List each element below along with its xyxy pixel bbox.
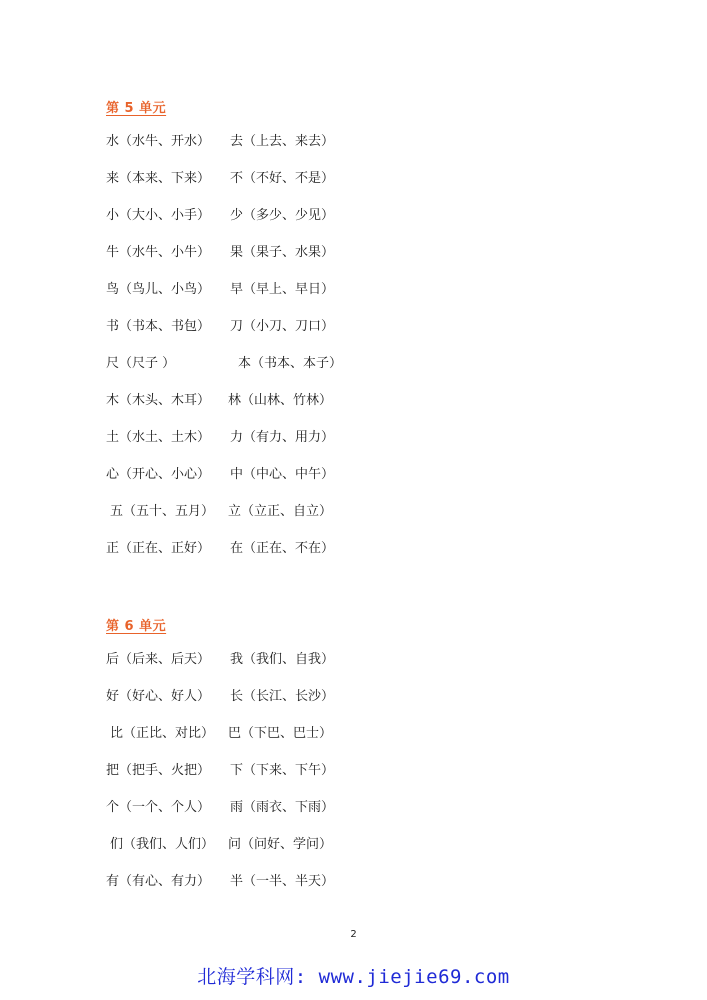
word-entry: 不（不好、不是） bbox=[230, 171, 335, 186]
word-row bbox=[106, 429, 406, 447]
word-row bbox=[106, 540, 406, 558]
word-entry: 在（正在、不在） bbox=[230, 541, 335, 556]
word-row bbox=[106, 170, 406, 188]
word-entry: 们（我们、人们） bbox=[110, 837, 215, 852]
word-row bbox=[106, 873, 406, 891]
word-entry: 下（下来、下午） bbox=[230, 763, 335, 778]
word-entry: 长（长江、长沙） bbox=[230, 689, 335, 704]
word-entry: 半（一半、半天） bbox=[230, 874, 335, 889]
word-entry: 土（水土、土木） bbox=[106, 430, 211, 445]
word-entry: 个（一个、个人） bbox=[106, 800, 211, 815]
word-row bbox=[106, 688, 406, 706]
word-row bbox=[106, 725, 406, 743]
word-row bbox=[106, 207, 406, 225]
word-row bbox=[106, 244, 406, 262]
footer-site-link[interactable]: 北海学科网: www.jiejie69.com bbox=[197, 966, 510, 988]
page-number: 2 bbox=[350, 929, 357, 940]
word-entry: 有（有心、有力） bbox=[106, 874, 211, 889]
section-heading-unit-6: 第 6 单元 bbox=[106, 619, 167, 634]
word-entry: 后（后来、后天） bbox=[106, 652, 211, 667]
word-row bbox=[106, 762, 406, 780]
word-row bbox=[106, 281, 406, 299]
word-row bbox=[106, 651, 406, 669]
word-entry: 好（好心、好人） bbox=[106, 689, 211, 704]
word-row bbox=[106, 355, 406, 373]
word-entry: 尺（尺子 ） bbox=[106, 356, 176, 371]
word-entry: 正（正在、正好） bbox=[106, 541, 211, 556]
word-entry: 立（立正、自立） bbox=[228, 504, 333, 519]
word-entry: 牛（水牛、小牛） bbox=[106, 245, 211, 260]
word-entry: 来（本来、下来） bbox=[106, 171, 211, 186]
word-entry: 把（把手、火把） bbox=[106, 763, 211, 778]
word-entry: 五（五十、五月） bbox=[110, 504, 215, 519]
word-entry: 少（多少、少见） bbox=[230, 208, 335, 223]
word-row bbox=[106, 503, 406, 521]
word-entry: 力（有力、用力） bbox=[230, 430, 335, 445]
word-row bbox=[106, 392, 406, 410]
word-entry: 中（中心、中午） bbox=[230, 467, 335, 482]
word-row bbox=[106, 318, 406, 336]
word-entry: 问（问好、学问） bbox=[228, 837, 333, 852]
word-entry: 巴（下巴、巴士） bbox=[228, 726, 333, 741]
word-entry: 雨（雨衣、下雨） bbox=[230, 800, 335, 815]
word-entry: 小（大小、小手） bbox=[106, 208, 211, 223]
word-entry: 本（书本、本子） bbox=[238, 356, 343, 371]
section-heading-unit-5: 第 5 单元 bbox=[106, 101, 167, 116]
word-entry: 刀（小刀、刀口） bbox=[230, 319, 335, 334]
word-entry: 水（水牛、开水） bbox=[106, 134, 211, 149]
word-row bbox=[106, 836, 406, 854]
word-entry: 我（我们、自我） bbox=[230, 652, 335, 667]
word-row bbox=[106, 799, 406, 817]
word-row bbox=[106, 133, 406, 151]
word-entry: 果（果子、水果） bbox=[230, 245, 335, 260]
word-entry: 比（正比、对比） bbox=[110, 726, 215, 741]
word-entry: 林（山林、竹林） bbox=[228, 393, 333, 408]
word-row bbox=[106, 466, 406, 484]
word-entry: 早（早上、早日） bbox=[230, 282, 335, 297]
word-entry: 书（书本、书包） bbox=[106, 319, 211, 334]
word-entry: 鸟（鸟儿、小鸟） bbox=[106, 282, 211, 297]
word-entry: 去（上去、来去） bbox=[230, 134, 335, 149]
word-entry: 心（开心、小心） bbox=[106, 467, 211, 482]
word-entry: 木（木头、木耳） bbox=[106, 393, 211, 408]
